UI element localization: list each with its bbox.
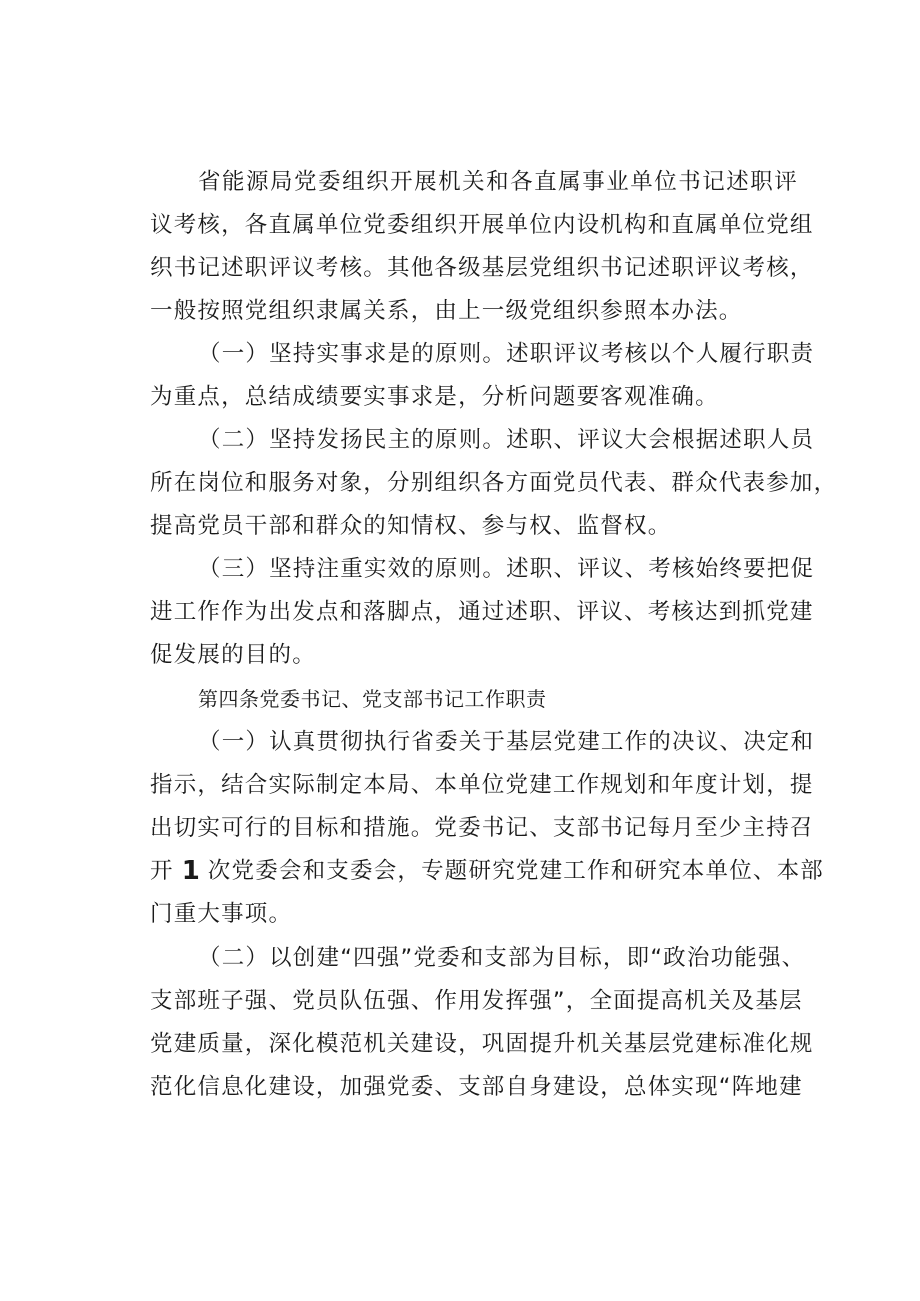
text-line: 党建质量，深化模范机关建设，巩固提升机关基层党建标准化规 xyxy=(150,1031,814,1057)
text-line: 议考核，各直属单位党委组织开展单位内设机构和直属单位党组 xyxy=(150,212,814,238)
text-line: （三）坚持注重实效的原则。述职、评议、考核始终要把促 xyxy=(198,556,815,582)
text-line: 织书记述职评议考核。其他各级基层党组织书记述职评议考核， xyxy=(150,255,814,281)
line-rest: 次党委会和支委会，专题研究党建工作和研究本单位、本部 xyxy=(207,858,824,884)
text-line: 促发展的目的。 xyxy=(150,642,316,668)
text-line: （二）坚持发扬民主的原则。述职、评议大会根据述职人员 xyxy=(198,427,815,453)
text-line: （一）坚持实事求是的原则。述职评议考核以个人履行职责 xyxy=(198,341,815,367)
text-line: 为重点，总结成绩要实事求是，分析问题要客观准确。 xyxy=(150,384,719,410)
text-line: 进工作作为出发点和落脚点，通过述职、评议、考核达到抓党建 xyxy=(150,599,814,625)
text-line-with-number xyxy=(150,856,824,886)
text-line: 省能源局党委组织开展机关和各直属事业单位书记述职评 xyxy=(198,169,798,195)
section-heading: 第四条党委书记、党支部书记工作职责 xyxy=(198,687,547,711)
text-line: 出切实可行的目标和措施。党委书记、支部书记每月至少主持召 xyxy=(150,815,814,841)
text-line: （二）以创建“四强”党委和支部为目标，即“政治功能强、 xyxy=(198,945,806,971)
line-prefix: 开 xyxy=(150,858,174,884)
text-line: 一般按照党组织隶属关系，由上一级党组织参照本办法。 xyxy=(150,298,743,324)
text-line: 指示，结合实际制定本局、本单位党建工作规划和年度计划，提 xyxy=(150,772,814,798)
text-line: 提高党员干部和群众的知情权、参与权、监督权。 xyxy=(150,513,672,539)
inline-number: 1 xyxy=(181,856,200,886)
text-line: 门重大事项。 xyxy=(150,901,293,927)
text-line: （一）认真贯彻执行省委关于基层党建工作的决议、决定和 xyxy=(198,729,815,755)
text-line: 支部班子强、党员队伍强、作用发挥强”，全面提高机关及基层 xyxy=(150,988,803,1014)
text-line: 所在岗位和服务对象，分别组织各方面党员代表、群众代表参加， xyxy=(150,470,838,496)
text-line: 范化信息化建设，加强党委、支部自身建设，总体实现“阵地建 xyxy=(150,1074,803,1100)
